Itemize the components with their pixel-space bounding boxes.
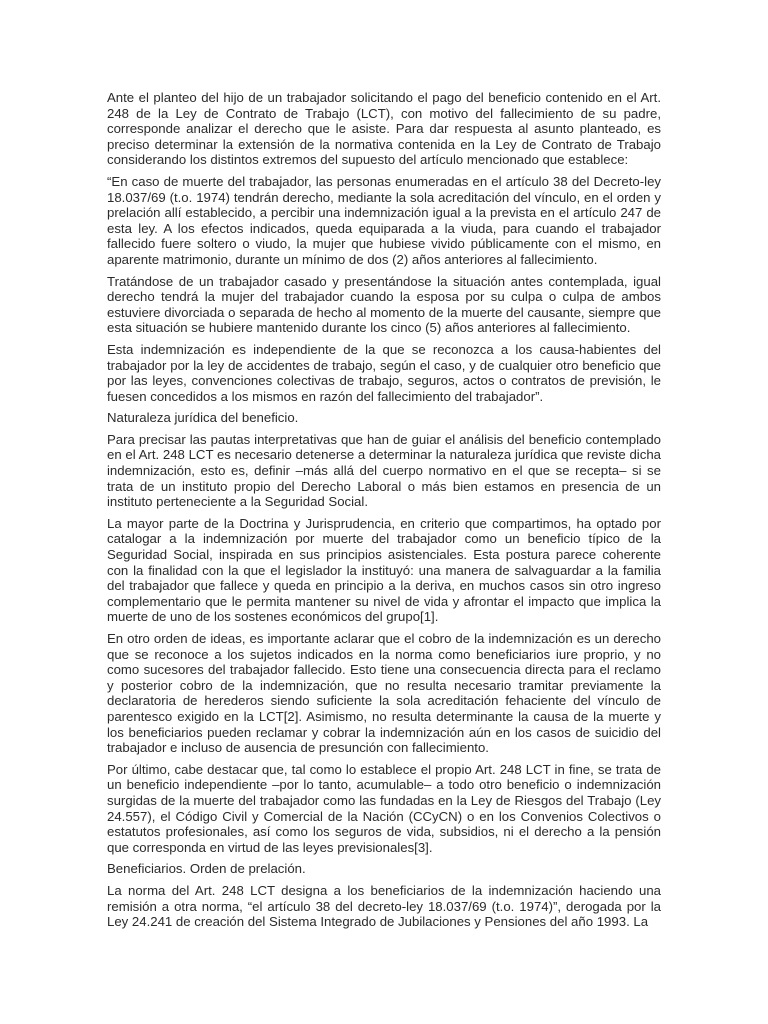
quote-paragraph-3: Esta indemnización es independiente de la que se reconozca a los causa-habientes del trabajador por la ley de accidentes de trabajo, según el caso, y de cualquier otro beneficio que por las leyes, convenciones colectivas de trabajo, seguros, actos o contratos de previsión, le fuesen concedidos a los mismos en razón del fallecimiento del trabajador”. xyxy=(107,341,661,404)
intro-paragraph: Ante el planteo del hijo de un trabajador solicitando el pago del beneficio contenido en el Art. 248 de la Ley de Contrato de Trabajo (LCT), con motivo del fallecimiento de su padre, corresponde analizar el derecho que le asiste. Para dar respuesta al asunto planteado, es preciso determinar la extensión de la normativa contenida en la Ley de Contrato de Trabajo considerando los distintos extremos del supuesto del artículo mencionado que establece: xyxy=(107,90,661,168)
body-paragraph-3: En otro orden de ideas, es importante aclarar que el cobro de la indemnización es un derecho que se reconoce a los sujetos indicados en la norma como beneficiarios iure proprio, y no como sucesores del trabajador fallecido. Esto tiene una consecuencia directa para el reclamo y posterior cobro de la indemnización, que no resulta necesario tramitar previamente la declaratoria de herederos siendo suficiente la sola acreditación fehaciente del vínculo de parentesco exigido en la LCT[2]. Asimismo, no resulta determinante la causa de la muerte y los beneficiarios pueden reclamar y cobrar la indemnización aún en los casos de suicidio del trabajador e incluso de ausencia de presunción con fallecimiento. xyxy=(107,631,661,756)
body-paragraph-4: Por último, cabe destacar que, tal como lo establece el propio Art. 248 LCT in fine, se trata de un beneficio independiente –por lo tanto, acumulable– a todo otro beneficio o indemnización surgidas de la muerte del trabajador como las fundadas en la Ley de Riesgos del Trabajo (Ley 24.557), el Código Civil y Comercial de la Nación (CCyCN) o en los Convenios Colectivos o estatutos profesionales, así como los seguros de vida, subsidios, ni el derecho a la pensión que corresponda en virtud de las leyes previsionales[3]. xyxy=(107,761,661,855)
body-paragraph-1: Para precisar las pautas interpretativas que han de guiar el análisis del beneficio contemplado en el Art. 248 LCT es necesario detenerse a determinar la naturaleza jurídica que reviste dicha indemnización, esto es, definir –más allá del cuerpo normativo en el que se recepta– si se trata de un instituto propio del Derecho Laboral o más bien estamos en presencia de un instituto perteneciente a la Seguridad Social. xyxy=(107,431,661,510)
quote-paragraph-2: Tratándose de un trabajador casado y presentándose la situación antes contemplada, igual derecho tendrá la mujer del trabajador cuando la esposa por su culpa o culpa de ambos estuviere divorciada o separada de hecho al momento de la muerte del causante, siempre que esta situación se hubiere mantenido durante los cinco (5) años anteriores al fallecimiento. xyxy=(107,273,661,336)
section-heading-beneficiarios: Beneficiarios. Orden de prelación. xyxy=(107,861,306,877)
document-page xyxy=(107,90,661,936)
body-paragraph-5: La norma del Art. 248 LCT designa a los beneficiarios de la indemnización haciendo una remisión a otra norma, “el artículo 38 del decreto-ley 18.037/69 (t.o. 1974)”, derogada por la Ley 24.241 de creación del Sistema Integrado de Jubilaciones y Pensiones del año 1993. La xyxy=(107,882,661,930)
body-paragraph-2: La mayor parte de la Doctrina y Jurisprudencia, en criterio que compartimos, ha optado por catalogar a la indemnización por muerte del trabajador como un beneficio típico de la Seguridad Social, inspirada en sus principios asistenciales. Esta postura parece coherente con la finalidad con la que el legislador la instituyó: una manera de salvaguardar a la familia del trabajador que fallece y queda en principio a la deriva, en muchos casos sin otro ingreso complementario que le permita mantener su nivel de vida y afrontar el impacto que implica la muerte de uno de los sostenes económicos del grupo[1]. xyxy=(107,515,661,625)
quote-paragraph-1: “En caso de muerte del trabajador, las personas enumeradas en el artículo 38 del Decreto-ley 18.037/69 (t.o. 1974) tendrán derecho, mediante la sola acreditación del vínculo, en el orden y prelación allí establecido, a percibir una indemnización igual a la prevista en el artículo 247 de esta ley. A los efectos indicados, queda equiparada a la viuda, para cuando el trabajador fallecido fuere soltero o viudo, la mujer que hubiese vivido públicamente con el mismo, en aparente matrimonio, durante un mínimo de dos (2) años anteriores al fallecimiento. xyxy=(107,173,661,267)
section-heading-naturaleza: Naturaleza jurídica del beneficio. xyxy=(107,410,299,426)
